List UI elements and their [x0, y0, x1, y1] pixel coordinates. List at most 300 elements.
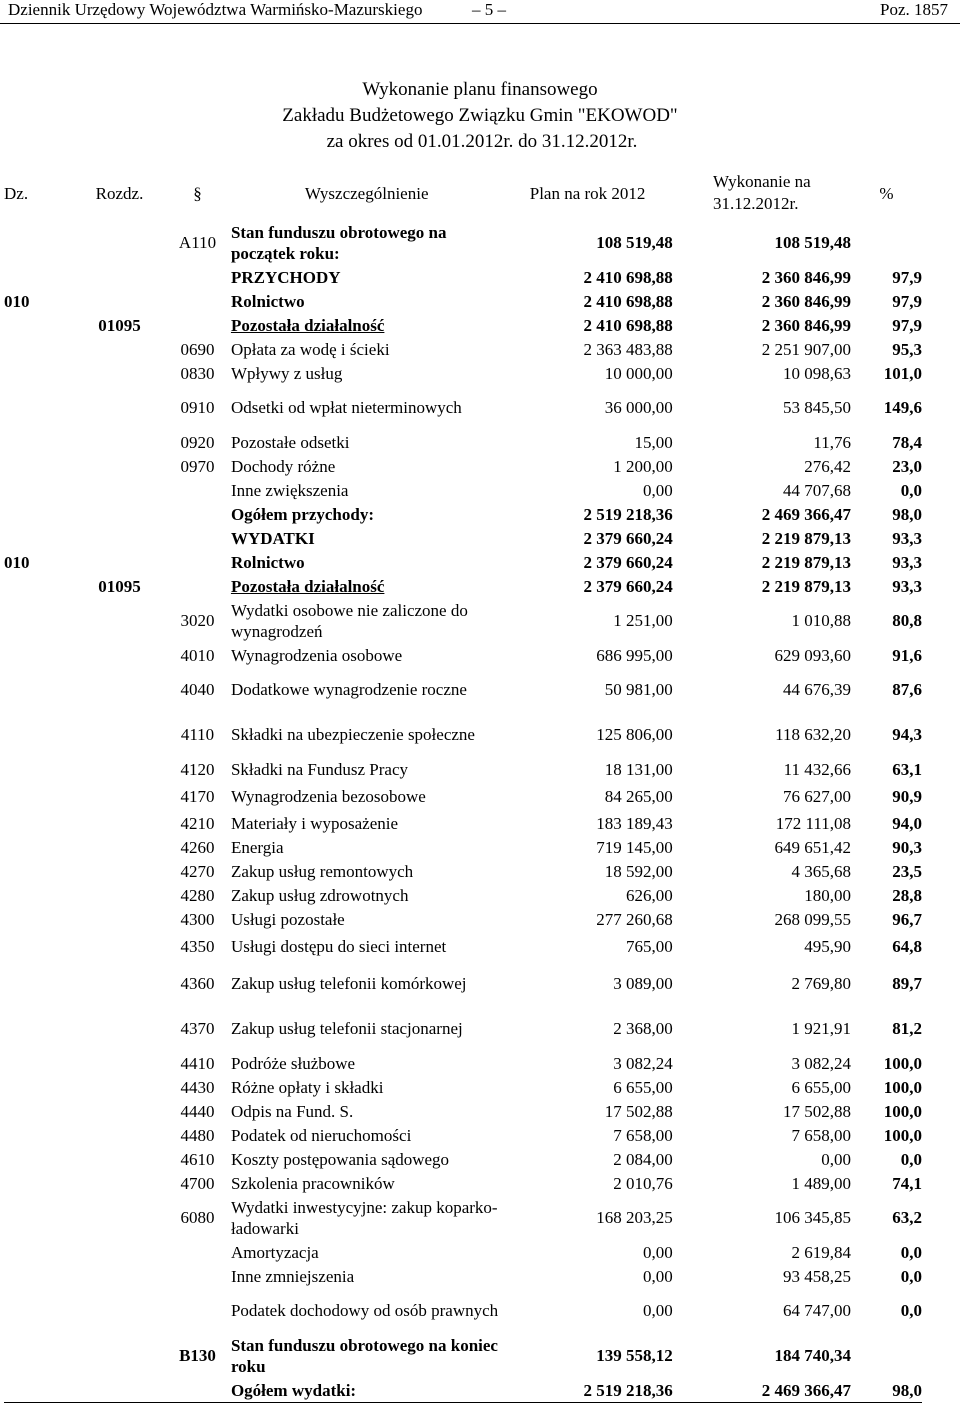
table-header-row — [4, 166, 922, 220]
cell-wyk: 6 655,00 — [791, 1077, 852, 1097]
cell-name: Ogółem przychody: — [230, 504, 375, 524]
cell-rozdz — [75, 598, 164, 643]
cell-par: 4700 — [180, 1173, 215, 1193]
table-row — [4, 1288, 922, 1333]
cell-plan: 2 410 698,88 — [583, 291, 673, 311]
cell-par — [164, 526, 231, 550]
table-row — [4, 385, 922, 430]
cell-name: Dochody różne — [230, 456, 336, 476]
table-row — [4, 502, 922, 526]
table-row — [4, 265, 922, 289]
cell-wyk: 2 360 846,99 — [761, 267, 852, 287]
cell-rozdz — [75, 1171, 164, 1195]
cell-wyk: 2 360 846,99 — [761, 315, 852, 335]
cell-rozdz — [75, 859, 164, 883]
col-header-wyk-line2: 31.12.2012r. — [713, 194, 799, 213]
cell-dz — [4, 1075, 75, 1099]
cell-rozdz — [75, 1123, 164, 1147]
cell-pct: 100,0 — [883, 1125, 922, 1145]
cell-name: Różne opłaty i składki — [230, 1077, 384, 1097]
cell-name: Podatek dochodowy od osób prawnych — [230, 1301, 499, 1320]
cell-plan: 15,00 — [634, 432, 673, 452]
cell-par — [164, 550, 231, 574]
cell-name: Pozostała działalność — [230, 576, 385, 596]
cell-plan: 84 265,00 — [604, 786, 673, 806]
cell-name: Ogółem wydatki: — [231, 1378, 503, 1403]
cell-name: PRZYCHODY — [230, 267, 341, 287]
cell-plan: 125 806,00 — [596, 725, 673, 744]
cell-wyk: 108 519,48 — [774, 233, 852, 252]
cell-pct — [851, 220, 922, 265]
cell-dz — [4, 1195, 75, 1240]
table-row — [4, 643, 922, 667]
cell-rozdz — [75, 1075, 164, 1099]
cell-pct: 78,4 — [892, 432, 922, 452]
cell-pct: 74,1 — [892, 1173, 922, 1193]
cell-rozdz — [75, 361, 164, 385]
cell-rozdz — [75, 454, 164, 478]
cell-par — [164, 1378, 231, 1403]
cell-par: 4610 — [180, 1149, 215, 1169]
cell-wyk: 2 219 879,13 — [761, 576, 852, 596]
cell-pct: 64,8 — [892, 936, 922, 956]
cell-name: Zakup usług zdrowotnych — [230, 885, 409, 905]
cell-pct: 94,0 — [892, 813, 922, 833]
cell-rozdz — [75, 550, 164, 574]
cell-pct: 28,8 — [892, 885, 922, 905]
cell-dz — [4, 598, 75, 643]
cell-name: Wydatki inwestycyjne: zakup koparko-ładowarki — [230, 1197, 498, 1238]
cell-pct: 80,8 — [892, 611, 922, 630]
cell-rozdz: 01095 — [98, 576, 141, 596]
cell-wyk: 172 111,08 — [775, 813, 852, 833]
col-header-wyk-line1: Wykonanie na — [713, 172, 811, 191]
table-row — [4, 220, 922, 265]
cell-rozdz — [75, 478, 164, 502]
cell-plan: 2 368,00 — [613, 1019, 673, 1038]
cell-name: Usługi pozostałe — [230, 909, 345, 929]
col-header-name: Wyszczególnienie — [304, 183, 429, 203]
cell-pct — [851, 1333, 922, 1378]
cell-wyk: 76 627,00 — [783, 786, 852, 806]
cell-plan: 6 655,00 — [613, 1077, 673, 1097]
cell-wyk: 180,00 — [804, 885, 852, 905]
cell-wyk: 4 365,68 — [791, 861, 852, 881]
cell-plan: 2 010,76 — [613, 1173, 673, 1193]
cell-name: Odpis na Fund. S. — [230, 1101, 354, 1121]
cell-dz — [4, 1240, 75, 1264]
cell-par — [164, 1240, 231, 1264]
cell-rozdz — [75, 265, 164, 289]
cell-rozdz — [75, 385, 164, 430]
cell-rozdz — [75, 1378, 164, 1403]
cell-par: 4120 — [180, 759, 215, 779]
cell-rozdz — [75, 667, 164, 712]
cell-plan: 18 592,00 — [604, 861, 673, 881]
cell-name: Składki na ubezpieczenie społeczne — [230, 725, 475, 744]
cell-wyk: 2 219 879,13 — [761, 528, 852, 548]
cell-dz — [4, 811, 75, 835]
cell-dz — [4, 1123, 75, 1147]
cell-par: 4040 — [180, 680, 215, 699]
cell-name: Amortyzacja — [230, 1242, 319, 1262]
cell-plan: 7 658,00 — [613, 1125, 673, 1145]
cell-pct: 100,0 — [883, 1101, 922, 1121]
cell-name: Zakup usług remontowych — [230, 861, 414, 881]
cell-pct: 94,3 — [892, 725, 922, 744]
cell-dz — [4, 574, 75, 598]
cell-plan: 3 082,24 — [613, 1053, 673, 1073]
cell-par: 4370 — [180, 1019, 215, 1038]
cell-name: WYDATKI — [230, 528, 315, 548]
cell-plan: 0,00 — [642, 1301, 673, 1320]
cell-name: Rolnictwo — [230, 291, 305, 311]
cell-name: Stan funduszu obrotowego na koniec roku — [230, 1335, 498, 1376]
cell-pct: 100,0 — [883, 1077, 922, 1097]
cell-pct: 93,3 — [892, 552, 922, 572]
cell-dz — [4, 667, 75, 712]
cell-dz — [4, 1051, 75, 1075]
table-row — [4, 1147, 922, 1171]
cell-par — [164, 1264, 231, 1288]
table-row — [4, 1123, 922, 1147]
cell-pct: 93,3 — [892, 528, 922, 548]
cell-wyk: 2 769,80 — [791, 974, 852, 993]
cell-wyk: 184 740,34 — [774, 1346, 852, 1365]
title-line-2: Zakładu Budżetowego Związku Gmin "EKOWOD" — [282, 105, 678, 126]
cell-wyk: 11,76 — [813, 432, 852, 452]
cell-wyk: 53 845,50 — [783, 398, 852, 417]
table-row — [4, 907, 922, 931]
title-line-1: Wykonanie planu finansowego — [362, 79, 598, 100]
cell-name: Odsetki od wpłat nieterminowych — [230, 398, 462, 417]
cell-dz — [4, 835, 75, 859]
cell-pct: 63,2 — [892, 1208, 922, 1227]
table-row — [4, 289, 922, 313]
cell-rozdz — [75, 1288, 164, 1333]
cell-wyk: 17 502,88 — [783, 1101, 852, 1121]
cell-pct: 97,9 — [892, 267, 922, 287]
cell-dz — [4, 478, 75, 502]
cell-dz — [4, 220, 75, 265]
title-line-3: za okres od 01.01.2012r. do 31.12.2012r. — [326, 131, 638, 152]
cell-wyk: 1 489,00 — [791, 1173, 852, 1193]
cell-dz — [4, 1288, 75, 1333]
cell-name: Dodatkowe wynagrodzenie roczne — [230, 680, 467, 699]
cell-dz — [4, 1006, 75, 1051]
cell-wyk: 268 099,55 — [774, 909, 852, 929]
cell-pct: 91,6 — [892, 645, 922, 665]
cell-pct: 0,0 — [900, 1266, 922, 1286]
page-header — [0, 0, 960, 24]
cell-name: Koszty postępowania sądowego — [230, 1149, 450, 1169]
cell-par — [164, 478, 231, 502]
cell-pct: 90,3 — [892, 837, 922, 857]
cell-name: Materiały i wyposażenie — [230, 813, 399, 833]
cell-plan: 719 145,00 — [596, 837, 673, 857]
cell-rozdz — [75, 430, 164, 454]
cell-rozdz: 01095 — [98, 315, 141, 335]
cell-plan: 2 410 698,88 — [583, 315, 673, 335]
table-row — [4, 454, 922, 478]
table-row — [4, 1006, 922, 1051]
table-row — [4, 859, 922, 883]
cell-par: 4350 — [180, 936, 215, 956]
cell-plan: 183 189,43 — [596, 813, 673, 833]
table-row — [4, 1099, 922, 1123]
cell-pct: 98,0 — [851, 1378, 922, 1403]
cell-dz — [4, 1171, 75, 1195]
cell-plan: 1 251,00 — [613, 611, 673, 630]
cell-wyk: 1 921,91 — [791, 1019, 852, 1038]
table-row — [4, 1264, 922, 1288]
cell-par: 4170 — [180, 786, 215, 806]
table-row — [4, 757, 922, 781]
cell-name: Pozostałe odsetki — [230, 432, 350, 452]
cell-wyk: 0,00 — [821, 1149, 852, 1169]
cell-par: 4440 — [180, 1101, 215, 1121]
cell-dz — [4, 883, 75, 907]
cell-par: 4280 — [180, 885, 215, 905]
cell-par: 4480 — [180, 1125, 215, 1145]
cell-dz — [4, 931, 75, 961]
cell-name: Podróże służbowe — [230, 1053, 356, 1073]
cell-dz — [4, 1099, 75, 1123]
cell-plan: 139 558,12 — [596, 1346, 673, 1365]
cell-plan: 0,00 — [642, 480, 673, 500]
cell-rozdz — [75, 1195, 164, 1240]
cell-pct: 95,3 — [892, 339, 922, 359]
cell-name: Zakup usług telefonii komórkowej — [230, 974, 467, 993]
cell-pct: 23,5 — [892, 861, 922, 881]
table-row — [4, 550, 922, 574]
cell-dz — [4, 643, 75, 667]
cell-name: Wynagrodzenia bezosobowe — [230, 786, 426, 806]
cell-par: 4360 — [180, 974, 215, 993]
cell-pct: 90,9 — [892, 786, 922, 806]
cell-plan: 626,00 — [625, 885, 673, 905]
cell-par: 4270 — [180, 861, 215, 881]
cell-pct: 101,0 — [883, 363, 922, 383]
table-row — [4, 526, 922, 550]
cell-pct: 0,0 — [900, 1301, 922, 1320]
cell-dz — [4, 781, 75, 811]
cell-wyk: 10 098,63 — [783, 363, 852, 383]
cell-wyk: 2 251 907,00 — [761, 339, 852, 359]
cell-wyk: 649 651,42 — [774, 837, 852, 857]
page-number: – 5 – — [472, 0, 506, 19]
col-header-pct: % — [879, 183, 894, 203]
table-row — [4, 1171, 922, 1195]
cell-par: 4010 — [180, 645, 215, 665]
table-row — [4, 835, 922, 859]
cell-rozdz — [75, 502, 164, 526]
cell-rozdz — [75, 1099, 164, 1123]
cell-par — [164, 502, 231, 526]
cell-wyk: 2 619,84 — [791, 1242, 852, 1262]
cell-plan: 1 200,00 — [613, 456, 673, 476]
table-row — [4, 1378, 922, 1403]
cell-name: Inne zwiększenia — [230, 480, 349, 500]
table-row — [4, 1075, 922, 1099]
cell-dz — [4, 454, 75, 478]
cell-name: Podatek od nieruchomości — [230, 1125, 412, 1145]
cell-plan: 3 089,00 — [613, 974, 673, 993]
cell-rozdz — [75, 220, 164, 265]
cell-pct: 97,9 — [892, 291, 922, 311]
cell-par: A110 — [178, 233, 217, 252]
cell-plan: 765,00 — [625, 936, 673, 956]
table-row — [4, 811, 922, 835]
cell-dz — [4, 502, 75, 526]
cell-pct: 89,7 — [892, 974, 922, 993]
cell-par: 4110 — [180, 725, 215, 744]
cell-rozdz — [75, 835, 164, 859]
table-row — [4, 1240, 922, 1264]
cell-wyk: 2 469 366,47 — [673, 1378, 851, 1403]
cell-name: Wydatki osobowe nie zaliczone do wynagrodzeń — [230, 600, 468, 641]
cell-rozdz — [75, 1264, 164, 1288]
cell-name: Wynagrodzenia osobowe — [230, 645, 403, 665]
cell-name: Pozostała działalność — [230, 315, 385, 335]
cell-dz — [4, 757, 75, 781]
cell-par: 0910 — [180, 398, 215, 417]
cell-plan: 686 995,00 — [596, 645, 673, 665]
cell-dz — [4, 961, 75, 1006]
table-row — [4, 1195, 922, 1240]
cell-rozdz — [75, 712, 164, 757]
cell-dz — [4, 1264, 75, 1288]
cell-dz — [4, 385, 75, 430]
cell-rozdz — [75, 811, 164, 835]
cell-rozdz — [75, 337, 164, 361]
table-row — [4, 361, 922, 385]
cell-wyk: 93 458,25 — [783, 1266, 852, 1286]
cell-par: 0830 — [180, 363, 215, 383]
cell-par — [164, 289, 231, 313]
cell-par: 0970 — [180, 456, 215, 476]
cell-par: 4410 — [180, 1053, 215, 1073]
cell-par: 6080 — [180, 1208, 215, 1227]
cell-plan: 2 410 698,88 — [583, 267, 673, 287]
cell-wyk: 11 432,66 — [783, 759, 852, 779]
cell-plan: 277 260,68 — [596, 909, 673, 929]
cell-wyk: 495,90 — [804, 936, 852, 956]
cell-plan: 2 519 218,36 — [502, 1378, 672, 1403]
cell-rozdz — [75, 907, 164, 931]
cell-dz — [4, 430, 75, 454]
table-row — [4, 430, 922, 454]
journal-title: Dziennik Urzędowy Województwa Warmińsko-Mazurskiego — [8, 0, 423, 19]
cell-pct: 0,0 — [900, 1149, 922, 1169]
cell-rozdz — [75, 1147, 164, 1171]
financial-plan-table — [4, 166, 922, 1403]
cell-dz — [4, 907, 75, 931]
cell-rozdz — [75, 1333, 164, 1378]
cell-plan: 36 000,00 — [604, 398, 673, 417]
cell-dz — [4, 265, 75, 289]
cell-dz: 010 — [4, 552, 30, 572]
table-row — [4, 337, 922, 361]
cell-rozdz — [75, 1051, 164, 1075]
cell-wyk: 2 219 879,13 — [761, 552, 852, 572]
cell-plan: 168 203,25 — [596, 1208, 673, 1227]
cell-pct: 93,3 — [892, 576, 922, 596]
cell-wyk: 44 676,39 — [783, 680, 852, 699]
cell-wyk: 629 093,60 — [774, 645, 852, 665]
cell-pct: 100,0 — [883, 1053, 922, 1073]
header-rule — [0, 23, 960, 24]
cell-name: Energia — [230, 837, 284, 857]
cell-wyk: 2 360 846,99 — [761, 291, 852, 311]
cell-wyk: 2 469 366,47 — [761, 504, 852, 524]
cell-name: Szkolenia pracowników — [230, 1173, 395, 1193]
cell-plan: 50 981,00 — [604, 680, 673, 699]
cell-pct: 96,7 — [892, 909, 922, 929]
cell-name: Składki na Fundusz Pracy — [230, 759, 409, 779]
position-number: Poz. 1857 — [880, 0, 948, 19]
table-row — [4, 712, 922, 757]
cell-rozdz — [75, 526, 164, 550]
cell-par — [164, 265, 231, 289]
cell-dz: 010 — [4, 291, 30, 311]
table-row — [4, 1333, 922, 1378]
cell-name: Opłata za wodę i ścieki — [230, 339, 390, 359]
cell-dz — [4, 337, 75, 361]
cell-par — [164, 574, 231, 598]
table-row — [4, 667, 922, 712]
table-row — [4, 883, 922, 907]
cell-plan: 2 363 483,88 — [583, 339, 673, 359]
cell-par — [164, 1288, 231, 1333]
table-row — [4, 931, 922, 961]
cell-par: 0920 — [180, 432, 215, 452]
cell-name: Zakup usług telefonii stacjonarnej — [230, 1019, 463, 1038]
cell-par: 0690 — [180, 339, 215, 359]
table-row — [4, 598, 922, 643]
cell-plan: 18 131,00 — [604, 759, 673, 779]
cell-pct: 87,6 — [892, 680, 922, 699]
cell-plan: 10 000,00 — [604, 363, 673, 383]
cell-rozdz — [75, 1240, 164, 1264]
cell-par — [164, 313, 231, 337]
cell-par: 4260 — [180, 837, 215, 857]
cell-wyk: 64 747,00 — [783, 1301, 852, 1320]
cell-plan: 17 502,88 — [604, 1101, 673, 1121]
table-row — [4, 574, 922, 598]
cell-pct: 97,9 — [892, 315, 922, 335]
cell-wyk: 118 632,20 — [775, 725, 852, 744]
cell-rozdz — [75, 931, 164, 961]
col-header-dz: Dz. — [4, 183, 29, 203]
cell-dz — [4, 1333, 75, 1378]
cell-par: 4430 — [180, 1077, 215, 1097]
cell-plan: 2 379 660,24 — [583, 576, 673, 596]
cell-dz — [4, 1147, 75, 1171]
col-header-par: § — [193, 183, 202, 203]
cell-wyk: 3 082,24 — [791, 1053, 852, 1073]
cell-rozdz — [75, 883, 164, 907]
cell-rozdz — [75, 961, 164, 1006]
cell-pct: 98,0 — [892, 504, 922, 524]
cell-rozdz — [75, 1006, 164, 1051]
cell-dz — [4, 313, 75, 337]
cell-par: B130 — [179, 1346, 216, 1365]
cell-name: Rolnictwo — [230, 552, 305, 572]
table-row — [4, 478, 922, 502]
cell-pct: 81,2 — [892, 1019, 922, 1038]
cell-par: 3020 — [180, 611, 215, 630]
